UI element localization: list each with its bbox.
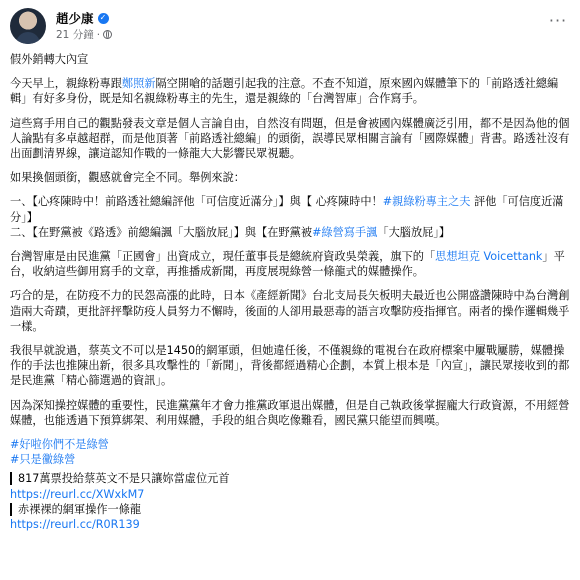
quote-bar [10,503,12,516]
mention-link[interactable]: 鄭照新 [121,77,156,91]
quote-bar [10,472,12,485]
author-avatar[interactable] [10,8,46,44]
author-name-row [56,9,109,27]
post-timestamp[interactable]: 21 分鐘 [56,29,94,41]
paragraph-2: 這些寫手用自己的觀點發表文章是個人言論自由，自然沒有問題，但是會被國內媒體廣泛引用，都不是因為他的個人論點有多卓越超群，而是他頂著「前路透社總編」的頭銜，誤導民眾相關言論有「國際媒體」背書。路透社沒有出面劃清界線，讓這認知作戰的一條龍大大影響民眾視聽。 [10,116,570,161]
ref-2-title: 赤裸裸的網軍操作一條龍 [10,502,570,517]
paragraph-3: 如果換個頭銜，觀感就會完全不同。舉例來說： [10,171,245,185]
globe-icon [103,30,112,39]
hashtag-2[interactable]: #只是黴綠營 [10,453,76,467]
ref-1-link[interactable]: https://reurl.cc/XWxkM7 [10,487,145,501]
ref-2-link[interactable]: https://reurl.cc/R0R139 [10,518,140,532]
paragraph-4: 台灣智庫是由民進黨「正國會」出資成立，現任董事長是總統府資政吳榮義，旗下的「思想坦克 Voicettank」平台，收納這些御用寫手的文章，再推播成新聞，再度展現綠營一條龍式的媒體操作。 [10,250,565,279]
separator-dot: · [96,28,101,41]
hashtag-link[interactable]: #親綠粉專主之夫 [382,195,471,209]
post-content [10,52,570,532]
paragraph-5: 巧合的是，在防疫不力的民怨高漲的此時，日本《產經新聞》台北支局長矢板明夫最近也公開盛讚陳時中為台灣創造兩大奇蹟，更批評抨擊防疫人員努力不懈時，後面的人卻用最惡毒的語言攻擊防疫指揮官。兩者的操作邏輯幾乎一樣。 [10,289,570,333]
author-name[interactable]: 趙少康 [56,11,94,26]
more-options-icon[interactable]: ··· [548,10,568,30]
example-2: 二、【在野黨被《路透》前總編諷「大腦放屁」】與【在野黨被#綠營寫手諷「大腦放屁」】 [10,225,451,239]
verified-badge-icon: ✓ [98,13,109,24]
paragraph-7: 因為深知操控媒體的重要性，民進黨黨年才會力推黨政軍退出媒體，但是自己執政後掌握龐大行政資源，不用經營媒體，也能透過下預算綁架、利用媒體，手段的組合與吃像難看，國民黨只能望而興嘆。 [10,398,570,427]
paragraph-6: 我很早就說過，蔡英文不可以是1450的網軍頭，但她違任後，不僅親綠的電視台在政府標案中屢戰屢勝，媒體操作的手法也推陳出新，很多具攻擊性的「新聞」，背後都經過精心企劃，本質上根本是「內宣」，讓民眾接收到的都是民進黨「精心篩選過的資訊」。 [10,344,570,388]
avatar-figure [16,32,40,44]
hashtag-link[interactable]: #綠營寫手諷 [312,225,378,239]
ref-1-title: 817萬票投給蔡英文不是只讓妳當虛位元首 [10,471,570,486]
post-header [10,8,570,44]
post-meta [56,27,112,42]
page-link[interactable]: 思想坦克 Voicettank [435,250,543,264]
hashtag-1[interactable]: #好啦你們不是綠營 [10,438,109,452]
post-title: 假外銷轉大內宣 [10,53,89,66]
paragraph-1: 今天早上，親綠粉專跟鄭照新隔空開嗆的話題引起我的注意。不查不知道，原來國內媒體筆下的「前路透社總編輯」有好多身份，既是知名親綠粉專主的先生，還是親綠的「台灣智庫」合作寫手。 [10,77,559,106]
example-1: 一、【心疼陳時中！前路透社總編評他「可信度近滿分」】與【 心疼陳時中！#親綠粉專主之夫 評他「可信度近滿分」】 [10,195,564,224]
